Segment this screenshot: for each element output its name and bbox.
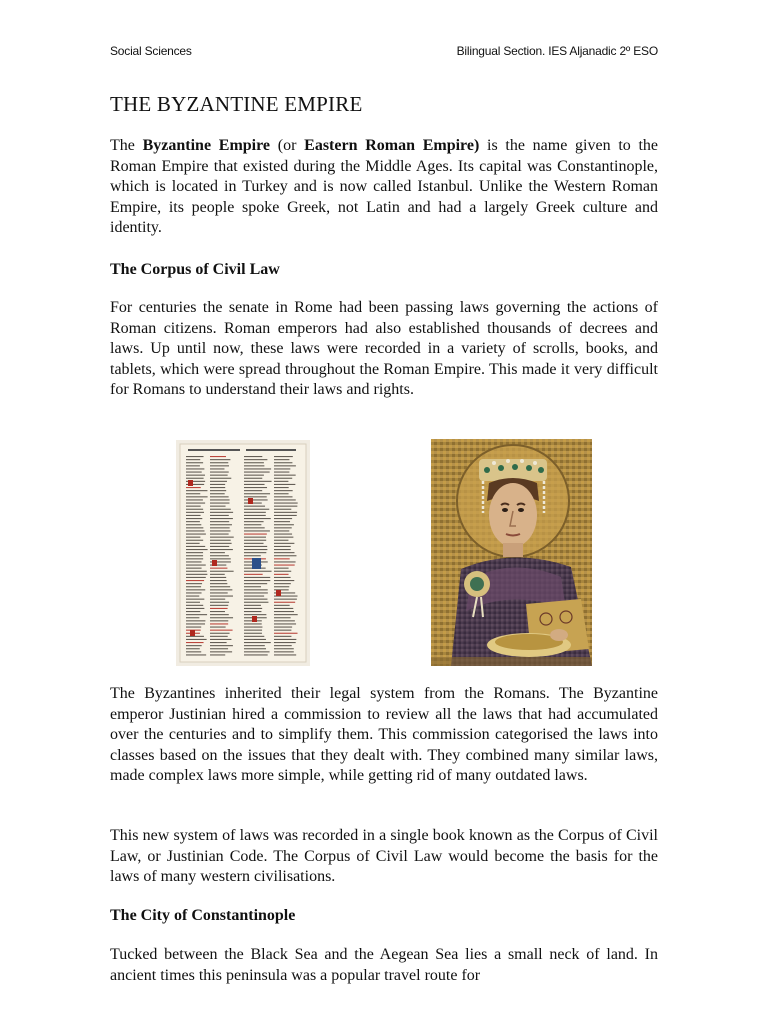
corpus-paragraph-1: For centuries the senate in Rome had been passing laws governing the actions of Roman citizens. Roman emperors had also established thousands of decrees and laws. Up until now, these laws were recorded in a variety of scrolls, books, and tablets, which were spread throughout the Roman Empire. This made it very difficult for Romans to understand their laws and rights. [110, 299, 658, 399]
manuscript-page-graphic [176, 440, 310, 666]
header-left: Social Sciences [110, 44, 192, 58]
corpus-paragraph-2: The Byzantines inherited their legal system from the Romans. The Byzantine emperor Justinian hired a commission to review all the laws that had accumulated over the centuries and to simplify them. This commission categorised the laws into classes based on the issues that they dealt with. They combined many similar laws, made complex laws more simple, while getting rid of many outdated laws. [110, 685, 658, 785]
section-heading-corpus: The Corpus of Civil Law [110, 261, 280, 278]
intro-paragraph [110, 136, 658, 239]
intro-text-2: (or [270, 137, 305, 154]
intro-text-1: The [110, 137, 143, 154]
intro-bold-2: Eastern Roman Empire) [304, 137, 480, 154]
manuscript-image [176, 440, 310, 666]
intro-bold-1: Byzantine Empire [142, 137, 271, 154]
corpus-paragraph-3: This new system of laws was recorded in a single book known as the Corpus of Civil Law, or Justinian Code. The Corpus of Civil Law would become the basis for the laws of many western civilisations. [110, 827, 658, 886]
header-right: Bilingual Section. IES Aljanadic 2º ESO [456, 44, 658, 58]
section-heading-constantinople: The City of Constantinople [110, 907, 296, 924]
intro-text-3: is the name given to the Roman Empire that existed during the Middle Ages. Its capital was Constantinople, which is located in Turkey and is now called Istanbul. Unlike the Western Roman Empire, its people spoke Greek, not Latin and had a largely Greek culture and identity. [110, 137, 659, 237]
constantinople-paragraph-1: Tucked between the Black Sea and the Aegean Sea lies a small neck of land. In ancient times this peninsula was a popular travel route for [110, 946, 658, 984]
page-title: THE BYZANTINE EMPIRE [110, 92, 363, 116]
justinian-mosaic-graphic [431, 439, 592, 666]
mosaic-image [431, 439, 592, 666]
